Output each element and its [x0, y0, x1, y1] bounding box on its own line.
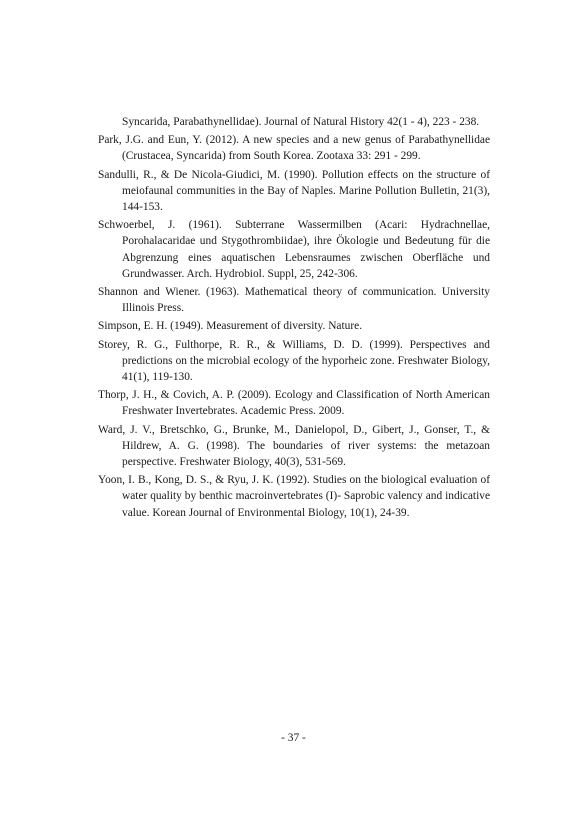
reference-entry-continued: Syncarida, Parabathynellidae). Journal of Natural History 42(1 - 4), 223 - 238. [122, 116, 480, 128]
page-number: - 37 - [281, 732, 306, 744]
reference-entry: Sandulli, R., & De Nicola-Giudici, M. (1990). Pollution effects on the structure of meiofaunal communities in the Bay of Naples. Marine Pollution Bulletin, 21(3), 144-153. [98, 168, 490, 214]
reference-list [98, 114, 490, 523]
reference-entry: Shannon and Wiener. (1963). Mathematical theory of communication. University Illinois Press. [98, 286, 490, 315]
reference-entry: Storey, R. G., Fulthorpe, R. R., & Williams, D. D. (1999). Perspectives and predictions on the microbial ecology of the hyporheic zone. Freshwater Biology, 41(1), 119-130. [98, 338, 490, 384]
reference-entry: Schwoerbel, J. (1961). Subterrane Wassermilben (Acari: Hydrachnellae, Porohalacaridae und Stygothrombiidae), ihre Ökologie und Bedeutung für die Abgrenzung eines aquatischen Lebensraumes zwischen Oberfläche und Grundwasser. Arch. Hydrobiol. Suppl, 25, 242-306. [98, 219, 490, 280]
reference-entry: Simpson, E. H. (1949). Measurement of diversity. Nature. [98, 320, 363, 333]
reference-entry: Park, J.G. and Eun, Y. (2012). A new species and a new genus of Parabathynellidae (Crustacea, Syncarida) from South Korea. Zootaxa 33: 291 - 299. [98, 134, 490, 163]
reference-entry: Yoon, I. B., Kong, D. S., & Ryu, J. K. (1992). Studies on the biological evaluation of water quality by benthic macroinvertebrates (I)- Saprobic valency and indicative value. Korean Journal of Environmental Biology, 10(1), 24-39. [98, 474, 490, 519]
reference-entry: Thorp, J. H., & Covich, A. P. (2009). Ecology and Classification of North American Freshwater Invertebrates. Academic Press. 2009. [98, 389, 490, 418]
reference-entry: Ward, J. V., Bretschko, G., Brunke, M., Danielopol, D., Gibert, J., Gonser, T., & Hildrew, A. G. (1998). The boundaries of river systems: the metazoan perspective. Freshwater Biology, 40(3), 531-569. [98, 423, 490, 469]
